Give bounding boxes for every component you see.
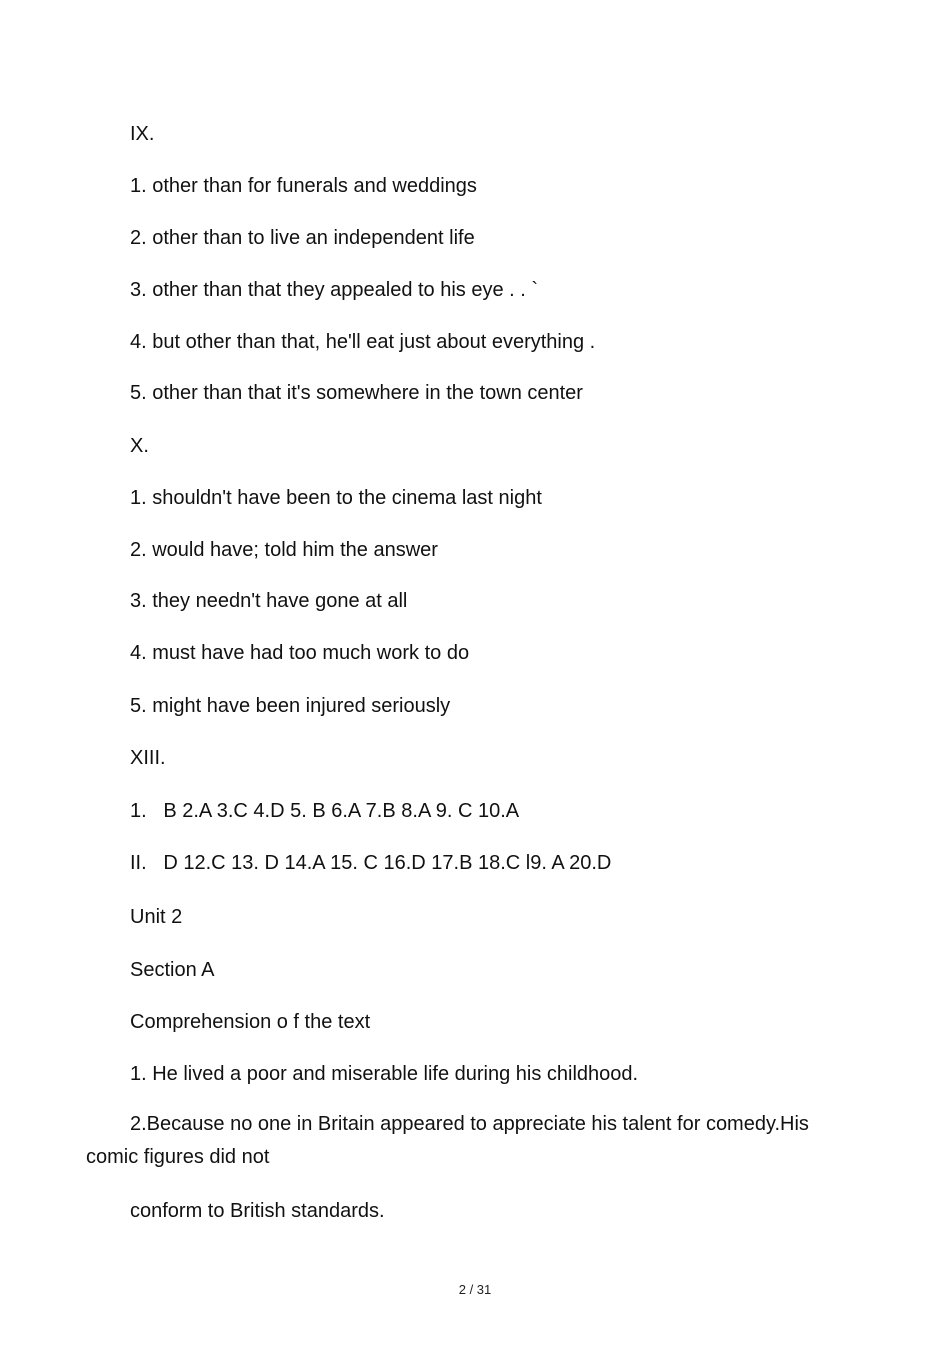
answer-line: conform to British standards. (130, 1200, 385, 1222)
answer-key-line: II. D 12.C 13. D 14.A 15. C 16.D 17.B 18.C l9. A 20.D (130, 852, 612, 874)
answer-line: 4. must have had too much work to do (130, 642, 470, 664)
answer-line: 1. shouldn't have been to the cinema last night (130, 487, 542, 509)
answer-line: 1. He lived a poor and miserable life during his childhood. (130, 1063, 639, 1085)
section-heading-ix: IX. (130, 123, 155, 145)
answer-line: 3. other than that they appealed to his eye . . ` (130, 279, 539, 301)
answer-line: 2. other than to live an independent life (130, 227, 475, 249)
unit-heading: Unit 2 (130, 906, 183, 928)
answer-key-line: 1. B 2.A 3.C 4.D 5. B 6.A 7.B 8.A 9. C 10.A (130, 800, 520, 822)
answer-line: 2. would have; told him the answer (130, 539, 438, 561)
answer-line: 5. might have been injured seriously (130, 695, 451, 717)
answer-line: 1. other than for funerals and weddings (130, 175, 477, 197)
answer-paragraph: 2.Because no one in Britain appeared to appreciate his talent for comedy.His comic figures did not (86, 1113, 809, 1168)
section-heading-x: X. (130, 435, 149, 457)
answer-line: 3. they needn't have gone at all (130, 590, 408, 612)
answer-line: 5. other than that it's somewhere in the town center (130, 382, 583, 404)
section-heading-xiii: XIII. (130, 747, 166, 769)
page-indicator: 2 / 31 (458, 1282, 492, 1297)
section-heading: Section A (130, 959, 215, 981)
answer-line: 4. but other than that, he'll eat just about everything . (130, 331, 596, 353)
subsection-heading: Comprehension o f the text (130, 1011, 371, 1033)
